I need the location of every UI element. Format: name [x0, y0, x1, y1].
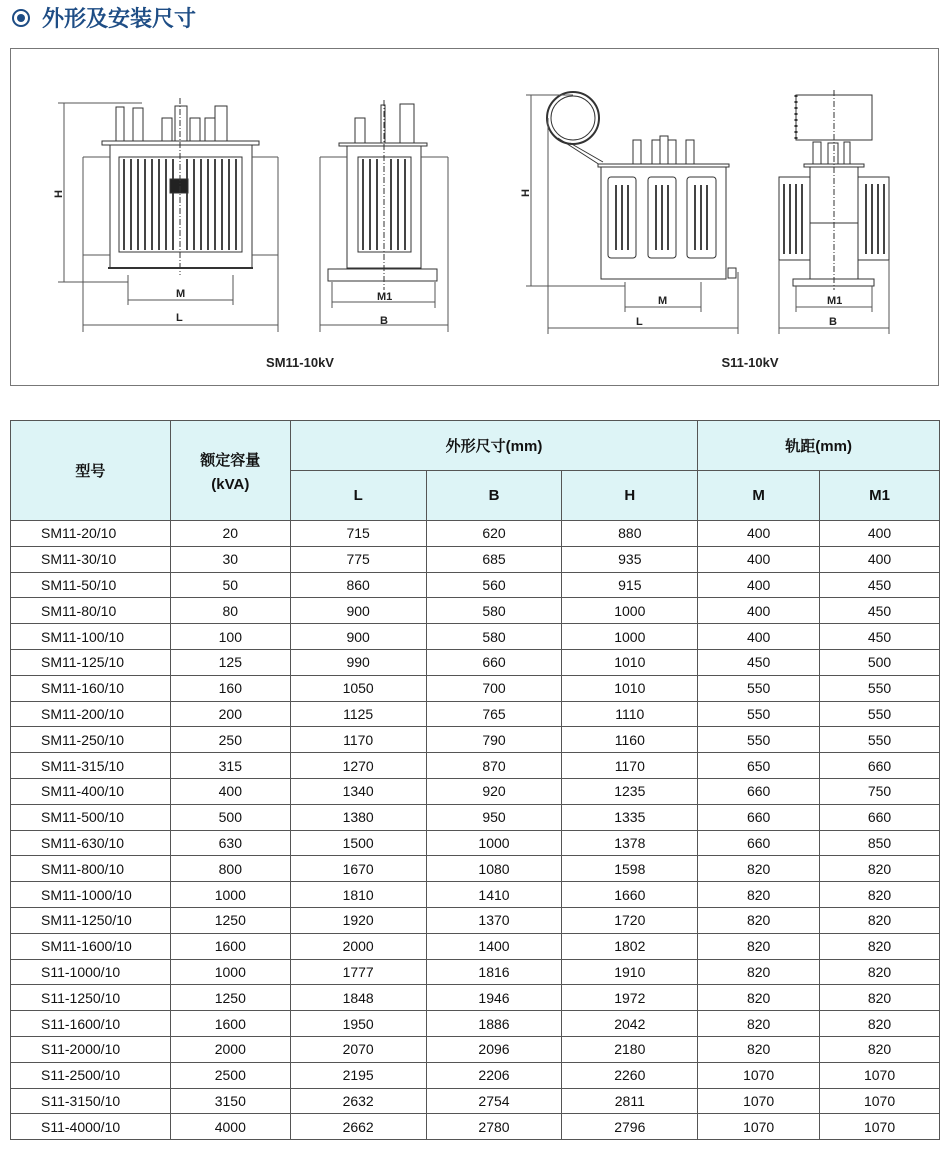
- cell-l: 990: [290, 649, 426, 675]
- cell-capacity: 630: [170, 830, 290, 856]
- cell-model: SM11-100/10: [11, 624, 171, 650]
- table-row: [11, 649, 940, 675]
- header-m: M: [698, 471, 820, 521]
- cell-m: 820: [698, 959, 820, 985]
- cell-capacity: 4000: [170, 1114, 290, 1140]
- cell-model: SM11-400/10: [11, 778, 171, 804]
- table-row: [11, 546, 940, 572]
- table-row: [11, 830, 940, 856]
- header-capacity-unit: (kVA): [211, 475, 250, 493]
- header-capacity-label: 额定容量: [200, 451, 261, 469]
- cell-model: SM11-315/10: [11, 753, 171, 779]
- table-row: [11, 701, 940, 727]
- cell-b: 1370: [426, 907, 562, 933]
- cell-model: SM11-30/10: [11, 546, 171, 572]
- cell-b: 920: [426, 778, 562, 804]
- cell-b: 620: [426, 521, 562, 547]
- cell-h: 2260: [562, 1062, 698, 1088]
- cell-m: 820: [698, 985, 820, 1011]
- cell-capacity: 50: [170, 572, 290, 598]
- cell-l: 1500: [290, 830, 426, 856]
- cell-m1: 850: [820, 830, 940, 856]
- cell-l: 1380: [290, 804, 426, 830]
- cell-b: 660: [426, 649, 562, 675]
- cell-b: 1080: [426, 856, 562, 882]
- cell-m: 550: [698, 675, 820, 701]
- cell-model: SM11-1250/10: [11, 907, 171, 933]
- cell-m1: 450: [820, 624, 940, 650]
- cell-m1: 820: [820, 933, 940, 959]
- table-row: [11, 882, 940, 908]
- cell-h: 1160: [562, 727, 698, 753]
- table-row: [11, 521, 940, 547]
- cell-m: 450: [698, 649, 820, 675]
- cell-m1: 1070: [820, 1062, 940, 1088]
- cell-h: 1972: [562, 985, 698, 1011]
- cell-h: 2180: [562, 1036, 698, 1062]
- sm11-side-view: [328, 100, 437, 290]
- cell-l: 860: [290, 572, 426, 598]
- cell-model: S11-1600/10: [11, 1011, 171, 1037]
- cell-m: 660: [698, 778, 820, 804]
- cell-model: SM11-20/10: [11, 521, 171, 547]
- header-capacity: [170, 421, 290, 521]
- header-gauge: 轨距(mm): [698, 421, 940, 471]
- cell-l: 2632: [290, 1088, 426, 1114]
- cell-m1: 500: [820, 649, 940, 675]
- cell-m1: 820: [820, 1011, 940, 1037]
- cell-capacity: 1600: [170, 933, 290, 959]
- cell-h: 1170: [562, 753, 698, 779]
- cell-m: 550: [698, 727, 820, 753]
- cell-l: 900: [290, 624, 426, 650]
- cell-b: 950: [426, 804, 562, 830]
- cell-h: 1660: [562, 882, 698, 908]
- dimension-table: [10, 420, 940, 1140]
- cell-h: 1720: [562, 907, 698, 933]
- cell-h: 2796: [562, 1114, 698, 1140]
- cell-l: 1920: [290, 907, 426, 933]
- cell-b: 790: [426, 727, 562, 753]
- cell-l: 1125: [290, 701, 426, 727]
- table-row: [11, 572, 940, 598]
- cell-l: 2070: [290, 1036, 426, 1062]
- cell-l: 1670: [290, 856, 426, 882]
- cell-b: 870: [426, 753, 562, 779]
- s11-dim-label-l: L: [636, 316, 643, 328]
- cell-b: 1946: [426, 985, 562, 1011]
- cell-l: 1950: [290, 1011, 426, 1037]
- cell-m: 660: [698, 830, 820, 856]
- cell-m: 820: [698, 933, 820, 959]
- cell-capacity: 100: [170, 624, 290, 650]
- cell-h: 1598: [562, 856, 698, 882]
- s11-front-view: [547, 92, 736, 279]
- cell-h: 1378: [562, 830, 698, 856]
- cell-m1: 1070: [820, 1088, 940, 1114]
- cell-m1: 550: [820, 727, 940, 753]
- cell-l: 900: [290, 598, 426, 624]
- cell-l: 1777: [290, 959, 426, 985]
- cell-m: 820: [698, 1036, 820, 1062]
- cell-h: 1235: [562, 778, 698, 804]
- cell-capacity: 500: [170, 804, 290, 830]
- cell-l: 1170: [290, 727, 426, 753]
- cell-m1: 1070: [820, 1114, 940, 1140]
- cell-h: 1335: [562, 804, 698, 830]
- s11-side-view: [779, 90, 889, 290]
- cell-capacity: 1000: [170, 882, 290, 908]
- cell-capacity: 315: [170, 753, 290, 779]
- cell-b: 1886: [426, 1011, 562, 1037]
- cell-h: 1010: [562, 649, 698, 675]
- header-h: H: [562, 471, 698, 521]
- cell-h: 2042: [562, 1011, 698, 1037]
- cell-capacity: 30: [170, 546, 290, 572]
- cell-m: 820: [698, 1011, 820, 1037]
- dimension-drawings: [0, 0, 950, 400]
- cell-l: 1848: [290, 985, 426, 1011]
- table-row: [11, 598, 940, 624]
- cell-m1: 820: [820, 856, 940, 882]
- table-row: [11, 727, 940, 753]
- cell-capacity: 800: [170, 856, 290, 882]
- cell-b: 1000: [426, 830, 562, 856]
- cell-model: SM11-160/10: [11, 675, 171, 701]
- table-row: [11, 753, 940, 779]
- cell-m1: 400: [820, 521, 940, 547]
- cell-l: 775: [290, 546, 426, 572]
- cell-b: 765: [426, 701, 562, 727]
- cell-model: SM11-800/10: [11, 856, 171, 882]
- cell-b: 2754: [426, 1088, 562, 1114]
- cell-h: 1010: [562, 675, 698, 701]
- dim-label-m: M: [176, 288, 186, 300]
- cell-capacity: 1000: [170, 959, 290, 985]
- cell-capacity: 2000: [170, 1036, 290, 1062]
- s11-dim-label-h: H: [520, 189, 532, 197]
- table-body: [11, 521, 940, 1140]
- table-row: [11, 624, 940, 650]
- cell-capacity: 20: [170, 521, 290, 547]
- cell-b: 580: [426, 598, 562, 624]
- cell-m: 820: [698, 907, 820, 933]
- table-row: [11, 985, 940, 1011]
- cell-b: 700: [426, 675, 562, 701]
- cell-capacity: 80: [170, 598, 290, 624]
- dim-label-b: B: [380, 315, 388, 327]
- sm11-front-view: [102, 98, 259, 275]
- table-row: [11, 804, 940, 830]
- cell-capacity: 2500: [170, 1062, 290, 1088]
- s11-dim-label-m: M: [658, 295, 668, 307]
- cell-l: 2000: [290, 933, 426, 959]
- table-row: [11, 1036, 940, 1062]
- cell-l: 1340: [290, 778, 426, 804]
- dim-label-h: H: [53, 190, 65, 198]
- cell-capacity: 3150: [170, 1088, 290, 1114]
- table-row: [11, 778, 940, 804]
- table-row: [11, 856, 940, 882]
- cell-m1: 450: [820, 598, 940, 624]
- cell-model: SM11-630/10: [11, 830, 171, 856]
- cell-b: 1410: [426, 882, 562, 908]
- cell-b: 1400: [426, 933, 562, 959]
- cell-h: 915: [562, 572, 698, 598]
- cell-h: 2811: [562, 1088, 698, 1114]
- cell-m1: 400: [820, 546, 940, 572]
- cell-model: SM11-1600/10: [11, 933, 171, 959]
- cell-m1: 750: [820, 778, 940, 804]
- cell-m: 820: [698, 856, 820, 882]
- cell-capacity: 125: [170, 649, 290, 675]
- section-title-text: 外形及安装尺寸: [42, 7, 197, 32]
- cell-capacity: 200: [170, 701, 290, 727]
- cell-m1: 450: [820, 572, 940, 598]
- cell-capacity: 400: [170, 778, 290, 804]
- cell-m1: 820: [820, 1036, 940, 1062]
- cell-b: 580: [426, 624, 562, 650]
- cell-model: S11-4000/10: [11, 1114, 171, 1140]
- cell-m1: 550: [820, 675, 940, 701]
- cell-l: 1810: [290, 882, 426, 908]
- table-row: [11, 1011, 940, 1037]
- cell-m1: 660: [820, 753, 940, 779]
- header-b: B: [426, 471, 562, 521]
- cell-m1: 660: [820, 804, 940, 830]
- cell-m: 400: [698, 521, 820, 547]
- cell-m: 400: [698, 624, 820, 650]
- table-row: [11, 907, 940, 933]
- s11-dim-label-m1: M1: [827, 295, 843, 307]
- table-row: [11, 1114, 940, 1140]
- table-row: [11, 675, 940, 701]
- cell-capacity: 1250: [170, 907, 290, 933]
- cell-capacity: 250: [170, 727, 290, 753]
- cell-m: 1070: [698, 1062, 820, 1088]
- cell-l: 715: [290, 521, 426, 547]
- cell-l: 2662: [290, 1114, 426, 1140]
- table-row: [11, 1062, 940, 1088]
- dim-label-l: L: [176, 312, 183, 324]
- cell-model: SM11-50/10: [11, 572, 171, 598]
- cell-h: 1000: [562, 624, 698, 650]
- cell-l: 1050: [290, 675, 426, 701]
- s11-caption: S11-10kV: [721, 355, 779, 370]
- cell-h: 1000: [562, 598, 698, 624]
- cell-m: 1070: [698, 1114, 820, 1140]
- cell-h: 1802: [562, 933, 698, 959]
- cell-capacity: 1250: [170, 985, 290, 1011]
- cell-b: 1816: [426, 959, 562, 985]
- cell-m: 820: [698, 882, 820, 908]
- cell-m: 550: [698, 701, 820, 727]
- table-row: [11, 1088, 940, 1114]
- header-m1: M1: [820, 471, 940, 521]
- cell-m1: 550: [820, 701, 940, 727]
- header-l: L: [290, 471, 426, 521]
- cell-h: 880: [562, 521, 698, 547]
- cell-m1: 820: [820, 985, 940, 1011]
- cell-m1: 820: [820, 907, 940, 933]
- cell-l: 2195: [290, 1062, 426, 1088]
- s11-dim-label-b: B: [829, 316, 837, 328]
- cell-model: S11-2500/10: [11, 1062, 171, 1088]
- cell-m: 400: [698, 572, 820, 598]
- cell-m: 660: [698, 804, 820, 830]
- cell-model: SM11-80/10: [11, 598, 171, 624]
- cell-h: 935: [562, 546, 698, 572]
- cell-m: 400: [698, 598, 820, 624]
- cell-capacity: 1600: [170, 1011, 290, 1037]
- cell-model: S11-1000/10: [11, 959, 171, 985]
- cell-b: 2096: [426, 1036, 562, 1062]
- sm11-caption: SM11-10kV: [266, 355, 334, 370]
- header-model: 型号: [11, 421, 171, 521]
- cell-model: SM11-250/10: [11, 727, 171, 753]
- cell-m1: 820: [820, 882, 940, 908]
- header-dimensions: 外形尺寸(mm): [290, 421, 697, 471]
- dim-label-m1: M1: [377, 291, 393, 303]
- cell-capacity: 160: [170, 675, 290, 701]
- cell-b: 560: [426, 572, 562, 598]
- table-row: [11, 933, 940, 959]
- cell-b: 685: [426, 546, 562, 572]
- cell-model: S11-1250/10: [11, 985, 171, 1011]
- cell-m: 1070: [698, 1088, 820, 1114]
- cell-b: 2780: [426, 1114, 562, 1140]
- cell-h: 1910: [562, 959, 698, 985]
- cell-l: 1270: [290, 753, 426, 779]
- cell-model: SM11-1000/10: [11, 882, 171, 908]
- cell-m1: 820: [820, 959, 940, 985]
- cell-model: SM11-500/10: [11, 804, 171, 830]
- table-row: [11, 959, 940, 985]
- cell-model: SM11-125/10: [11, 649, 171, 675]
- cell-model: S11-3150/10: [11, 1088, 171, 1114]
- cell-h: 1110: [562, 701, 698, 727]
- cell-m: 400: [698, 546, 820, 572]
- cell-b: 2206: [426, 1062, 562, 1088]
- cell-m: 650: [698, 753, 820, 779]
- cell-model: SM11-200/10: [11, 701, 171, 727]
- cell-model: S11-2000/10: [11, 1036, 171, 1062]
